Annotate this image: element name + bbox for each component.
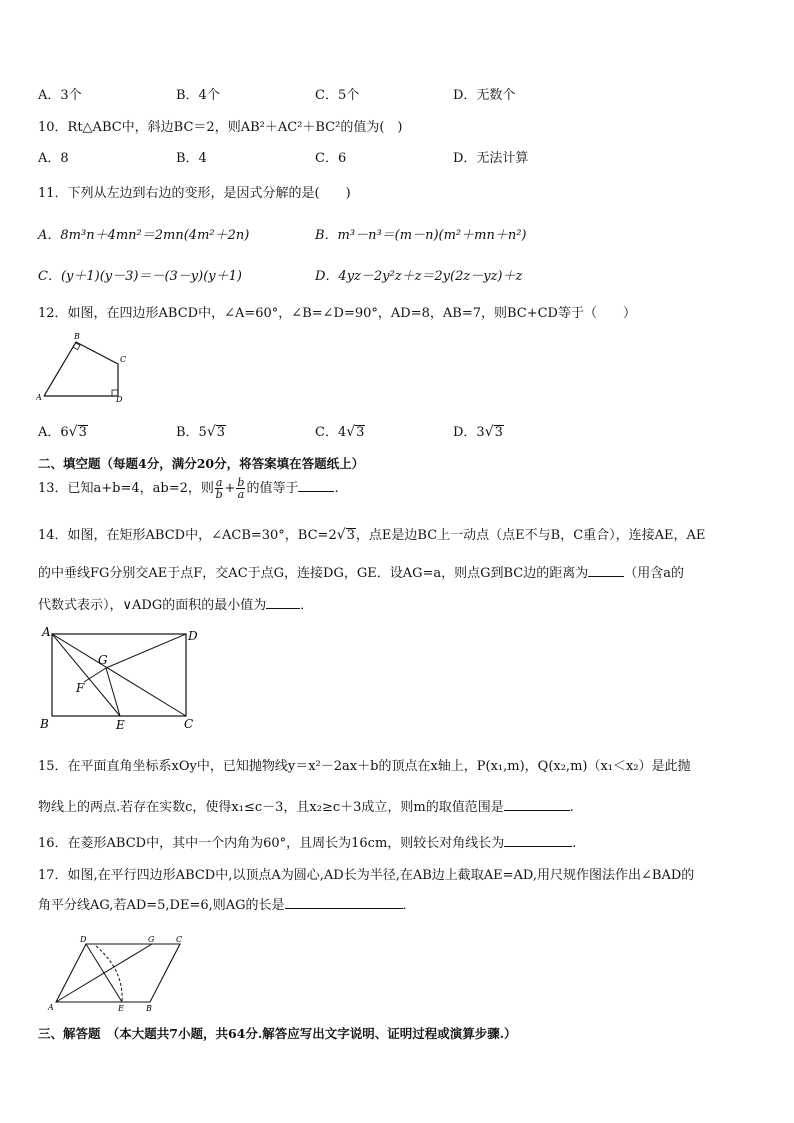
q14-fig-label-f: F [76, 681, 85, 695]
q14-fig-label-b: B [40, 717, 49, 731]
q14-fig-label-g: G [98, 653, 108, 667]
q15-line-2: 物线上的两点.若存在实数c，使得x₁≤c－3，且x₂≥c＋3成立，则m的取值范围是 . [38, 800, 574, 815]
q12-option-b: B．5√3 [176, 424, 226, 440]
q12-fig-label-a: A [36, 393, 42, 402]
q17-fig-label-d: D [80, 935, 87, 944]
q14-answer-blank-2 [266, 596, 300, 609]
q12-figure [36, 330, 136, 402]
q12-fig-label-d: D [116, 395, 123, 402]
q9-option-c: C．5个 [315, 88, 360, 103]
q17-fig-label-g: G [148, 935, 155, 944]
q15-line-1: 15．在平面直角坐标系xOy中，已知抛物线y＝x²－2ax＋b的顶点在x轴上，P(x₁,m)，Q(x₂,m)（x₁＜x₂）是此抛 [38, 759, 691, 774]
section-2-heading: 二、填空题（每题4分，满分20分，将答案填在答题纸上） [38, 456, 365, 471]
q17-fig-label-c: C [176, 935, 183, 944]
q10-option-c: C．6 [315, 151, 347, 166]
q12-fig-label-b: B [74, 332, 80, 341]
q14-fig-label-d: D [188, 629, 198, 643]
q12-option-a: A．6√3 [38, 424, 87, 440]
q17-figure [40, 934, 190, 1014]
q13-answer-blank [298, 479, 334, 492]
q11-option-a: A．8m³n＋4mn²＝2mn(4m²＋2n) [38, 228, 250, 243]
q17-fig-label-a: A [48, 1003, 54, 1012]
q9-option-b: B．4个 [176, 88, 220, 103]
q10-stem: 10．Rt△ABC中，斜边BC＝2，则AB²＋AC²＋BC²的值为( ) [38, 120, 403, 135]
q9-option-d: D．无数个 [453, 88, 516, 103]
q10-option-a: A．8 [38, 151, 69, 166]
q9-option-a: A．3个 [38, 88, 82, 103]
q12-fig-label-c: C [120, 355, 127, 364]
q11-option-b: B．m³－n³＝(m－n)(m²＋mn＋n²) [315, 228, 527, 243]
q11-option-d: D．4yz－2y²z＋z＝2y(2z－yz)＋z [315, 269, 523, 284]
q17-fig-label-e: E [118, 1004, 124, 1013]
q14-fig-label-c: C [184, 717, 194, 731]
section-3-heading: 三、解答题 （本大题共7小题，共64分.解答应写出文字说明、证明过程或演算步骤.） [38, 1026, 517, 1041]
q17-fig-label-b: B [146, 1004, 152, 1013]
q12-option-c: C．4√3 [315, 424, 365, 440]
q14-line-1: 14．如图，在矩形ABCD中，∠ACB=30°，BC=2√3，点E是边BC上一动点（点E不与B，C重合），连接AE，AE [38, 527, 706, 543]
q14-figure [36, 624, 206, 734]
q14-line-3: 代数式表示），∨ADG的面积的最小值为 ． [38, 598, 314, 613]
q12-stem: 12．如图，在四边形ABCD中，∠A=60°，∠B=∠D=90°，AD=8，AB=7，则BC+CD等于（ ） [38, 306, 636, 321]
q17-answer-blank [285, 896, 403, 909]
q16: 16．在菱形ABCD中，其中一个内角为60°，且周长为16cm，则较长对角线长为 . [38, 836, 577, 851]
q14-fig-label-a: A [42, 625, 51, 639]
q12-option-d: D．3√3 [453, 424, 503, 440]
q11-option-c: C．(y＋1)(y－3)＝－(3－y)(y＋1) [38, 269, 242, 284]
q10-option-b: B．4 [176, 151, 207, 166]
q14-line-2: 的中垂线FG分别交AE于点F，交AC于点G，连接DG，GE．设AG=a，则点G到BC边的距离为 （用含a的 [38, 566, 685, 581]
q15-answer-blank [504, 798, 570, 811]
q10-option-d: D．无法计算 [453, 151, 529, 166]
q14-answer-blank-1 [588, 564, 624, 577]
q17-line-1: 17．如图,在平行四边形ABCD中,以顶点A为圆心,AD长为半径,在AB边上截取AE=AD,用尺规作图法作出∠BAD的 [38, 868, 695, 883]
q17-line-2: 角平分线AG,若AD=5,DE=6,则AG的长是 ． [38, 898, 416, 913]
q11-stem: 11．下列从左边到右边的变形，是因式分解的是( ) [38, 186, 351, 201]
q14-fig-label-e: E [116, 718, 125, 732]
q16-answer-blank [504, 834, 572, 847]
q13: 13．已知a+b=4，ab=2，则 $\frac{a}{b}$ + $\frac{b}{a}$ 的值等于 . [38, 476, 339, 501]
